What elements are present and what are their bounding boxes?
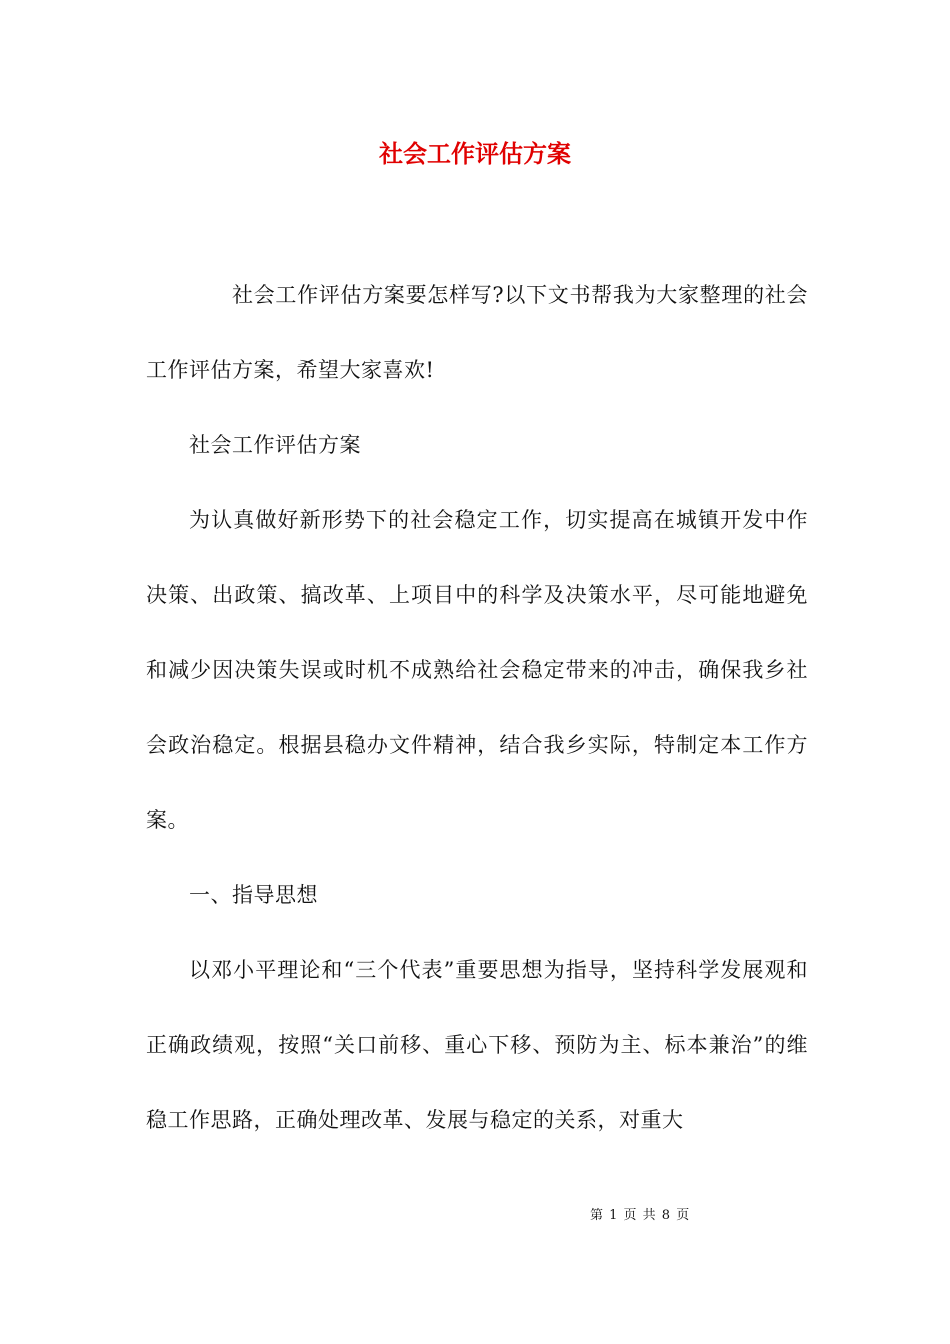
paragraph-guiding-thought: 以邓小平理论和“三个代表”重要思想为指导，坚持科学发展观和正确政绩观，按照“关口前移、重心下移、预防为主、标本兼治”的维稳工作思路，正确处理改革、发展与稳定的关系，对重大 — [146, 958, 808, 1132]
document-body — [146, 258, 808, 1158]
paragraph-subtitle: 社会工作评估方案 — [189, 433, 361, 457]
page-number-footer: 第 1 页 共 8 页 — [590, 1208, 691, 1223]
section-heading-guiding-thought: 一、指导思想 — [189, 883, 318, 907]
document-title: 社会工作评估方案 — [379, 139, 571, 168]
paragraph-intro: 社会工作评估方案要怎样写?以下文书帮我为大家整理的社会工作评估方案，希望大家喜欢! — [146, 283, 808, 382]
paragraph-purpose: 为认真做好新形势下的社会稳定工作，切实提高在城镇开发中作决策、出政策、搞改革、上项目中的科学及决策水平，尽可能地避免和减少因决策失误或时机不成熟给社会稳定带来的冲击，确保我乡社会政治稳定。根据县稳办文件精神，结合我乡实际，特制定本工作方案。 — [146, 508, 808, 832]
